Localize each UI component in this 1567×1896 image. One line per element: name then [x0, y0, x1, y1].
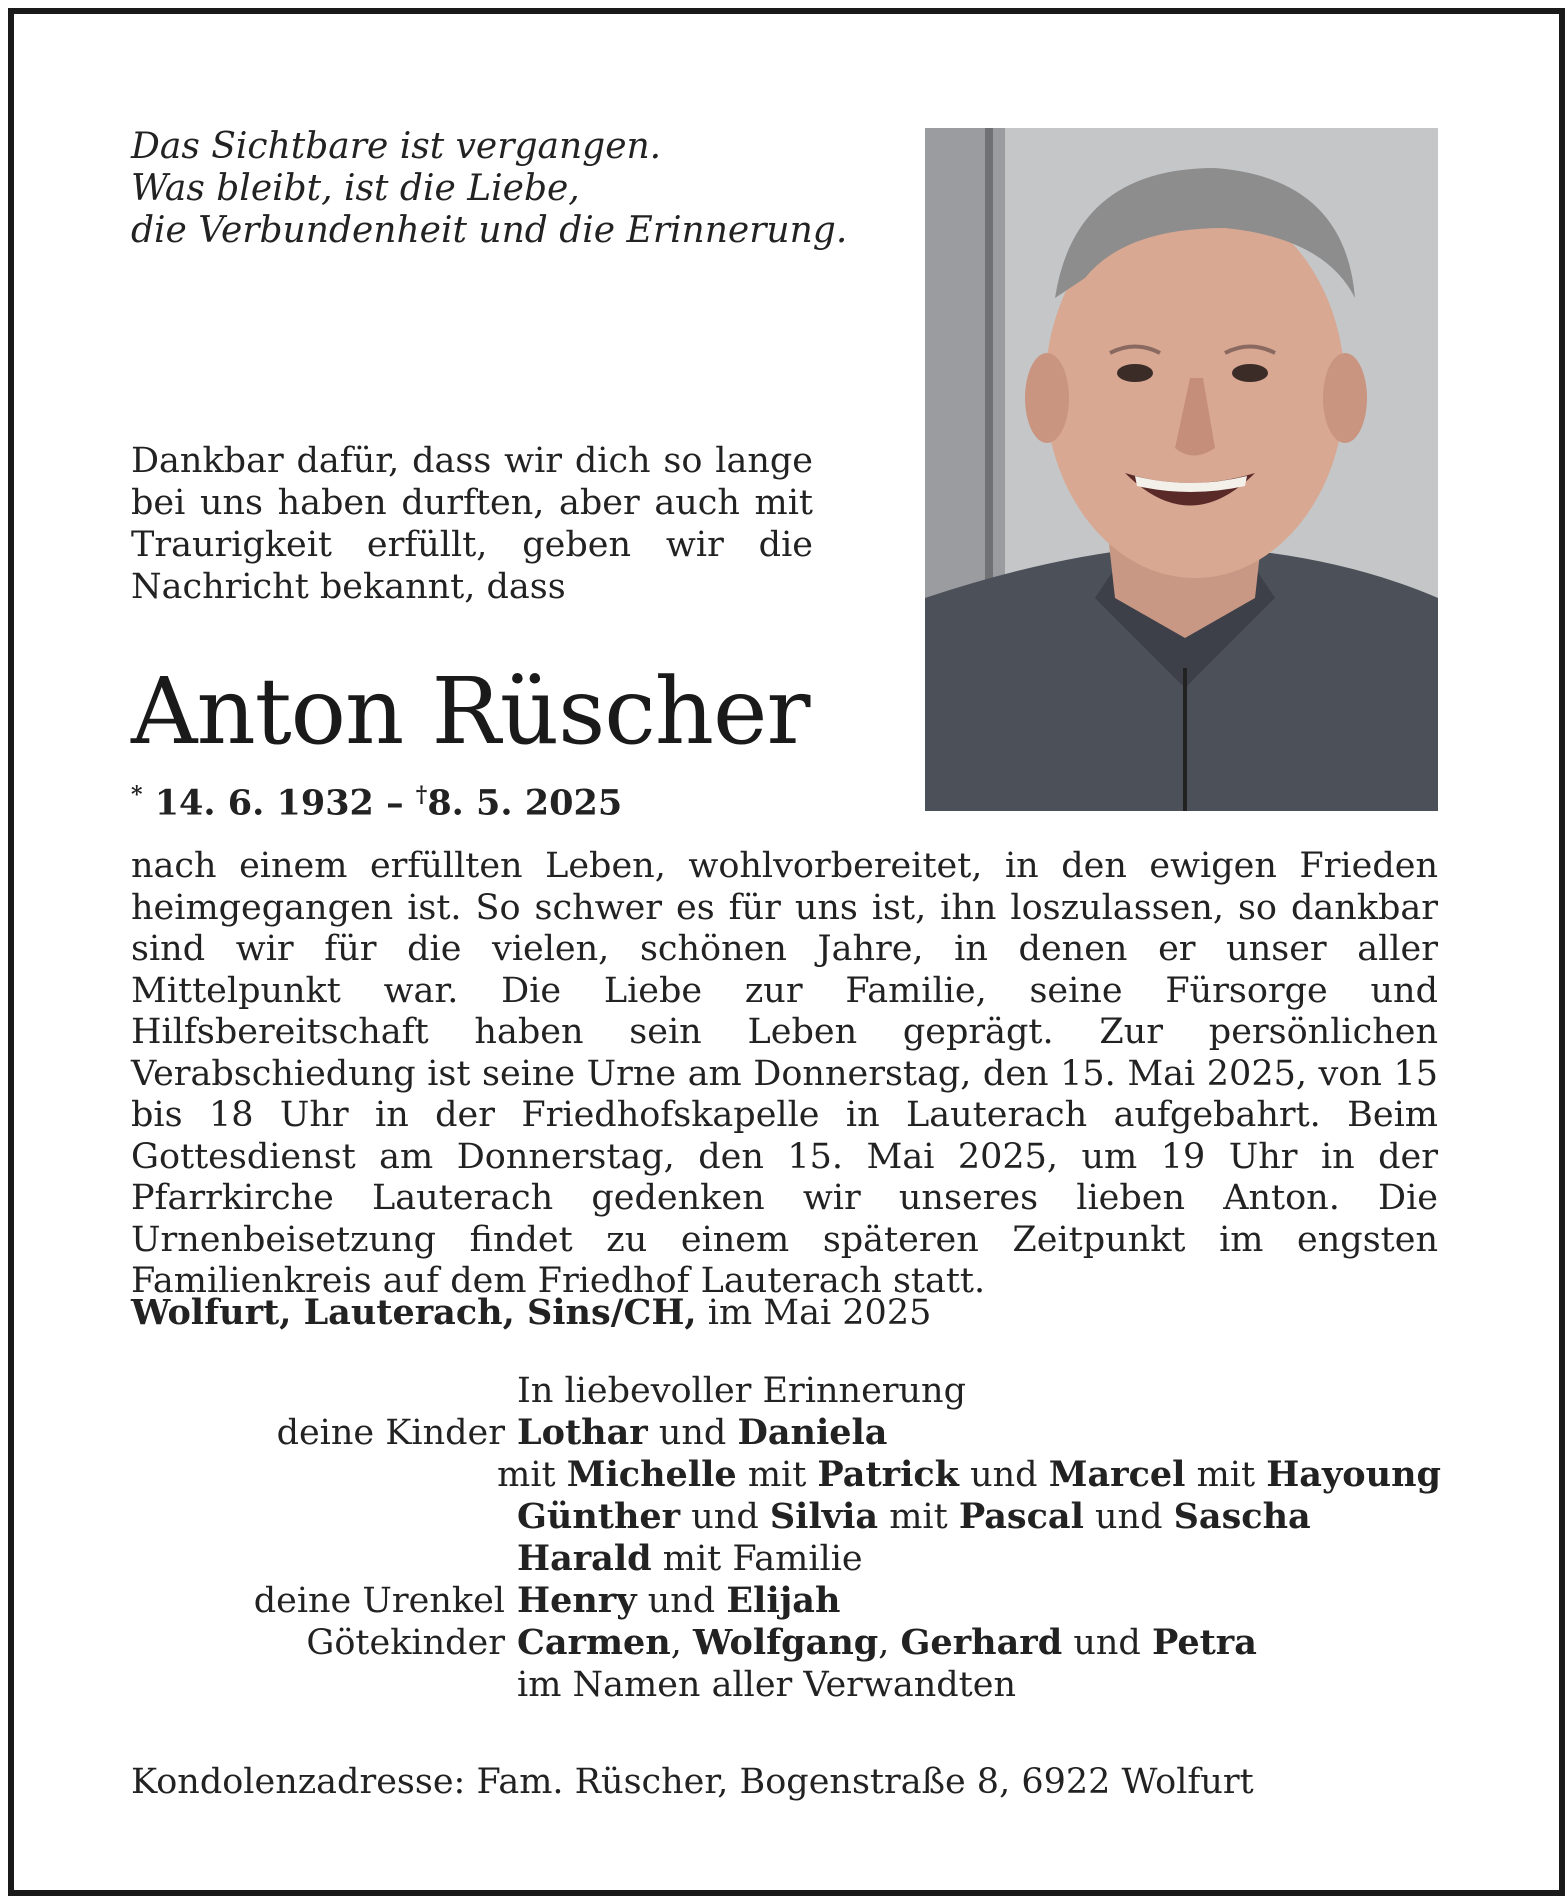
family-member: Harald: [517, 1538, 652, 1579]
connector: ,: [878, 1623, 890, 1663]
family-member: Elijah: [726, 1580, 841, 1621]
connector: und: [1095, 1497, 1163, 1537]
family-row: [131, 1370, 1441, 1412]
family-member: Henry: [517, 1580, 637, 1621]
family-heading: In liebevoller Erinnerung: [517, 1371, 967, 1411]
connector: und: [1073, 1623, 1141, 1663]
birth-date: 14. 6. 1932: [154, 782, 374, 824]
connector: und: [691, 1497, 759, 1537]
death-symbol: †: [415, 782, 428, 808]
connector: und: [658, 1413, 727, 1453]
portrait-photo: [925, 128, 1438, 811]
birth-symbol: *: [131, 782, 143, 808]
family-row: [131, 1538, 1441, 1580]
date-text: im Mai 2025: [707, 1293, 932, 1333]
family-member: Marcel: [1048, 1454, 1186, 1495]
family-label: Götekinder: [306, 1623, 505, 1663]
date-separator: –: [386, 782, 404, 824]
connector: mit: [1196, 1455, 1256, 1495]
family-label: deine Kinder: [276, 1413, 505, 1453]
connector: mit: [747, 1455, 807, 1495]
family-row: [131, 1622, 1441, 1664]
connector: mit Familie: [662, 1539, 863, 1579]
family-member: Hayoung: [1266, 1454, 1441, 1495]
family-row: [131, 1664, 1441, 1706]
connector: und: [647, 1581, 716, 1621]
portrait-image: [925, 128, 1438, 811]
connector: mit: [889, 1497, 948, 1537]
family-member: Silvia: [769, 1496, 879, 1537]
connector: ,: [670, 1623, 682, 1663]
condolence-address: Kondolenzadresse: Fam. Rüscher, Bogenstraße 8, 6922 Wolfurt: [131, 1762, 1254, 1802]
family-list: [131, 1370, 1441, 1706]
family-member: Patrick: [817, 1454, 959, 1495]
death-date: 8. 5. 2025: [427, 782, 623, 824]
motto-line: Das Sichtbare ist vergangen.: [131, 126, 662, 167]
family-closing: im Namen aller Verwandten: [517, 1665, 1016, 1705]
family-member: Sascha: [1173, 1496, 1311, 1537]
family-member: Michelle: [566, 1454, 737, 1495]
family-member: Carmen: [517, 1622, 671, 1663]
family-member: Pascal: [958, 1496, 1084, 1537]
family-member: Lothar: [517, 1412, 648, 1453]
family-member: Gerhard: [900, 1622, 1063, 1663]
family-member: Petra: [1151, 1622, 1257, 1663]
family-member: Günther: [517, 1496, 681, 1537]
family-member: Wolfgang: [693, 1622, 879, 1663]
family-row: [131, 1454, 1441, 1496]
motto: [131, 126, 847, 252]
body-text: nach einem erfüllten Leben, wohlvorbereitet, in den ewigen Frieden heimgegangen ist. So schwer es für uns ist, ihn loszulassen, so dankbar sind wir für die vielen, schönen Jahre, in denen er unser aller Mittelpunkt war. Die Liebe zur Familie, seine Fürsorge und Hilfsbereitschaft haben sein Leben geprägt. Zur persönlichen Verabschiedung ist seine Urne am Donnerstag, den 15. Mai 2025, von 15 bis 18 Uhr in der Friedhofskapelle in Lauterach aufgebahrt. Beim Gottesdienst am Donnerstag, den 15. Mai 2025, um 19 Uhr in der Pfarrkirche Lauterach gedenken wir unseres lieben Anton. Die Urnenbeisetzung findet zu einem späteren Zeitpunkt im engsten Familienkreis auf dem Friedhof Lauterach statt.: [131, 846, 1438, 1301]
intro-text: Dankbar dafür, dass wir dich so lange bei uns haben durften, aber auch mit Traurigkeit erfüllt, geben wir die Nachricht bekannt, dass: [131, 441, 813, 607]
motto-line: Was bleibt, ist die Liebe,: [131, 168, 580, 209]
family-row: [131, 1580, 1441, 1622]
life-dates: [131, 782, 622, 824]
family-label: deine Urenkel: [253, 1581, 505, 1621]
family-member: Daniela: [737, 1412, 888, 1453]
locations: Wolfurt, Lauterach, Sins/CH,: [131, 1292, 697, 1333]
connector: mit: [497, 1455, 556, 1495]
place-date-line: [131, 1292, 931, 1333]
family-row: [131, 1496, 1441, 1538]
deceased-name: Anton Rüscher: [131, 658, 810, 765]
family-row: [131, 1412, 1441, 1454]
connector: und: [970, 1455, 1038, 1495]
motto-line: die Verbundenheit und die Erinnerung.: [131, 210, 848, 251]
